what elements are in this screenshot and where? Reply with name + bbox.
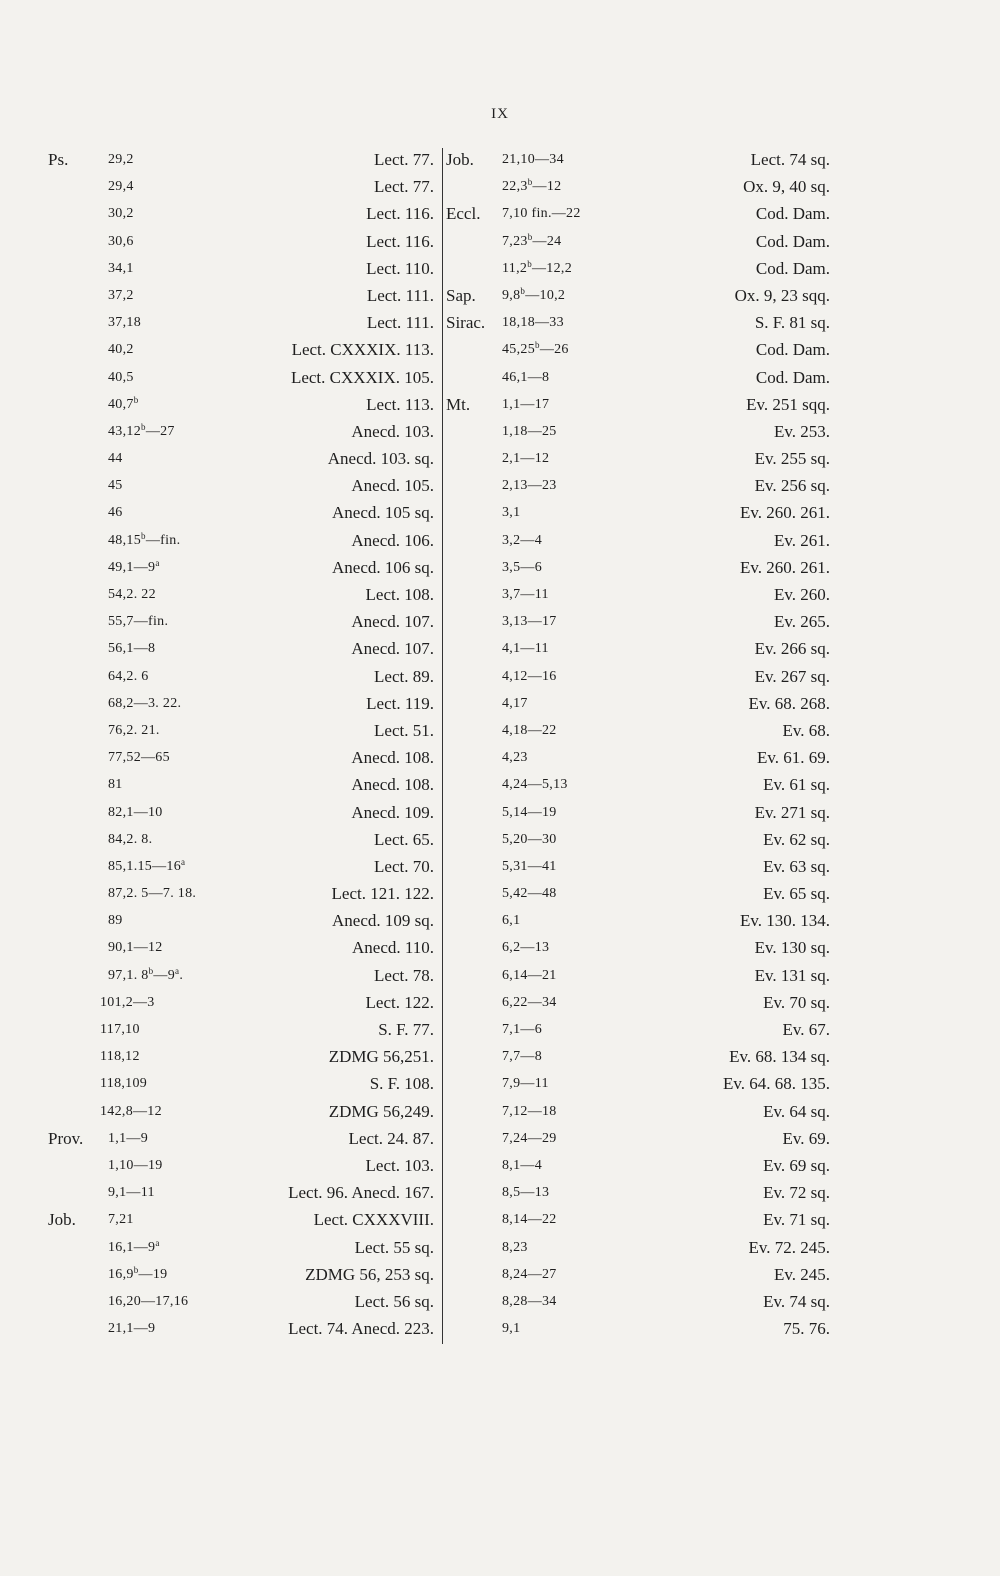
verse-reference: 81	[108, 777, 123, 793]
source-reference: Ev. 260. 261.	[739, 503, 830, 523]
source-reference: Ev. 72 sq.	[763, 1183, 830, 1203]
source-reference: Anecd. 108.	[351, 775, 434, 795]
index-entry	[442, 880, 830, 907]
page-number: IX	[491, 106, 509, 122]
verse-reference: 3,13—17	[502, 614, 557, 630]
source-reference: Lect. CXXXIX. 105.	[290, 367, 434, 387]
index-entry	[442, 1234, 830, 1261]
source-reference: Lect. 24. 87.	[348, 1128, 434, 1148]
verse-reference: 9,1—11	[108, 1185, 155, 1201]
source-reference: Ev. 267 sq.	[754, 666, 830, 686]
source-reference: S. F. 108.	[369, 1074, 434, 1094]
index-entry	[48, 445, 434, 472]
index-entry	[442, 554, 830, 581]
index-entry	[48, 1288, 434, 1315]
verse-reference: 142,8—12	[100, 1103, 162, 1119]
source-reference: Lect. 122.	[365, 992, 434, 1012]
verse-reference: 8,5—13	[502, 1185, 550, 1201]
source-reference: Ev. 69.	[782, 1128, 830, 1148]
source-reference: Cod. Dam.	[755, 231, 830, 251]
verse-reference: 44	[108, 451, 123, 467]
verse-reference: 40,2	[108, 342, 134, 358]
verse-reference: 45,25$^b$—26	[502, 340, 569, 358]
index-entry	[442, 690, 830, 717]
source-reference: Lect. 96. Anecd. 167.	[288, 1183, 434, 1203]
verse-reference: 1,18—25	[502, 423, 557, 439]
index-entry	[48, 1016, 434, 1043]
source-reference: Ev. 260.	[773, 585, 830, 604]
index-entry	[48, 663, 434, 690]
verse-reference: 54,2. 22	[108, 587, 156, 602]
source-reference: Ev. 67.	[782, 1020, 830, 1039]
verse-reference: 11,2$^b$—12,2	[502, 258, 572, 276]
source-reference: Lect. 77.	[374, 177, 434, 197]
source-reference: Ev. 261.	[773, 530, 830, 550]
source-reference: Lect. 116.	[366, 204, 434, 224]
verse-reference: 3,1	[502, 505, 521, 521]
verse-reference: 40,7$^b$	[108, 394, 139, 412]
verse-reference: 87,2. 5—7. 18.	[108, 886, 197, 902]
index-entry	[48, 336, 434, 363]
index-entry	[48, 1043, 434, 1070]
index-entry	[442, 1179, 830, 1206]
source-reference: Lect. 111.	[366, 313, 434, 333]
source-reference: Lect. CXXXIX. 113.	[291, 340, 434, 360]
source-reference: Ev. 256 sq.	[754, 476, 830, 496]
index-entry	[442, 255, 830, 282]
index-entry	[442, 336, 830, 363]
source-reference: Anecd. 108.	[351, 748, 434, 768]
verse-reference: 1,1—9	[108, 1130, 148, 1146]
verse-reference: 7,23$^b$—24	[502, 231, 562, 249]
index-entry	[48, 744, 434, 771]
index-entry	[48, 690, 434, 717]
index-entry	[442, 1206, 830, 1233]
source-reference: Lect. 119.	[366, 693, 434, 713]
index-entry	[48, 472, 434, 499]
verse-reference: 7,24—29	[502, 1130, 557, 1146]
verse-reference: 30,6	[108, 233, 134, 249]
source-reference: Ev. 68. 134 sq.	[729, 1047, 830, 1067]
book-name: Eccl.	[446, 204, 481, 224]
verse-reference: 34,1	[108, 260, 134, 276]
index-entry	[442, 744, 830, 771]
verse-reference: 5,42—48	[502, 886, 557, 902]
index-entry	[48, 200, 434, 227]
source-reference: Lect. 77.	[374, 150, 434, 169]
source-reference: Anecd. 106 sq.	[332, 557, 434, 577]
index-entry	[48, 364, 434, 391]
source-reference: Lect. 65.	[374, 829, 434, 849]
index-entry	[48, 1070, 434, 1097]
source-reference: Lect. 103.	[365, 1155, 434, 1175]
index-entry	[442, 1315, 830, 1342]
index-entry	[442, 391, 830, 418]
verse-reference: 5,14—19	[502, 804, 557, 820]
source-reference: Anecd. 105 sq.	[332, 503, 434, 523]
verse-reference: 2,13—23	[502, 478, 557, 494]
verse-reference: 29,2	[108, 152, 134, 167]
index-entry	[48, 1234, 434, 1261]
source-reference: Ev. 64. 68. 135.	[722, 1074, 830, 1094]
source-reference: Ev. 64 sq.	[763, 1101, 830, 1121]
index-entry	[48, 853, 434, 880]
index-entry	[442, 663, 830, 690]
index-entry	[442, 1098, 830, 1125]
verse-reference: 6,1	[502, 913, 521, 929]
index-entry	[442, 1070, 830, 1097]
verse-reference: 1,10—19	[108, 1157, 163, 1173]
source-reference: Ev. 70 sq.	[763, 992, 830, 1012]
source-reference: Ev. 130 sq.	[754, 938, 830, 958]
index-column-right	[442, 146, 830, 1342]
source-reference: Anecd. 110.	[352, 938, 434, 958]
source-reference: Ev. 245.	[773, 1264, 830, 1284]
verse-reference: 68,2—3. 22.	[108, 695, 182, 711]
verse-reference: 118,12	[100, 1049, 140, 1065]
index-entry	[442, 771, 830, 798]
index-entry	[442, 608, 830, 635]
index-entry	[48, 146, 434, 173]
index-entry	[48, 527, 434, 554]
verse-reference: 85,1.15—16$^a$	[108, 856, 186, 874]
verse-reference: 4,23	[502, 750, 528, 766]
verse-reference: 2,1—12	[502, 451, 550, 467]
index-entry	[442, 228, 830, 255]
index-entry	[48, 1098, 434, 1125]
index-entry	[48, 309, 434, 336]
source-reference: Ev. 253.	[773, 421, 830, 441]
index-entry	[442, 799, 830, 826]
source-reference: Lect. 116.	[366, 231, 434, 251]
verse-reference: 40,5	[108, 369, 134, 385]
source-reference: Ev. 72. 245.	[748, 1237, 830, 1257]
source-reference: Ev. 63 sq.	[763, 856, 830, 876]
index-entry	[442, 200, 830, 227]
verse-reference: 101,2—3	[100, 994, 155, 1010]
verse-reference: 8,1—4	[502, 1157, 542, 1173]
verse-reference: 118,109	[100, 1076, 148, 1092]
index-entry	[48, 907, 434, 934]
verse-reference: 7,21	[108, 1212, 134, 1228]
source-reference: Lect. 121. 122.	[331, 884, 434, 904]
index-entry	[48, 255, 434, 282]
source-reference: Ev. 61 sq.	[763, 775, 830, 795]
source-reference: Ev. 69 sq.	[763, 1155, 830, 1175]
verse-reference: 56,1—8	[108, 641, 156, 657]
verse-reference: 7,7—8	[502, 1049, 542, 1065]
verse-reference: 117,10	[100, 1022, 140, 1037]
verse-reference: 7,10 fin.—22	[502, 206, 581, 222]
source-reference: Cod. Dam.	[755, 204, 830, 224]
verse-reference: 21,10—34	[502, 152, 564, 167]
source-reference: Ev. 71 sq.	[763, 1210, 830, 1230]
verse-reference: 16,20—17,16	[108, 1293, 189, 1309]
verse-reference: 22,3$^b$—12	[502, 177, 562, 195]
index-entry	[48, 554, 434, 581]
book-name: Job.	[48, 1210, 76, 1230]
verse-reference: 29,4	[108, 179, 134, 195]
source-reference: Anecd. 106.	[351, 530, 434, 550]
book-name: Mt.	[446, 394, 471, 414]
verse-reference: 7,1—6	[502, 1022, 542, 1037]
index-entry	[48, 499, 434, 526]
index-entry	[48, 771, 434, 798]
book-name: Prov.	[48, 1128, 84, 1148]
verse-reference: 43,12$^b$—27	[108, 421, 175, 439]
verse-reference: 82,1—10	[108, 804, 163, 820]
source-reference: Anecd. 109 sq.	[332, 911, 434, 931]
source-reference: Lect. 111.	[366, 285, 434, 305]
verse-reference: 77,52—65	[108, 750, 170, 766]
index-entry	[442, 173, 830, 200]
verse-reference: 8,24—27	[502, 1266, 557, 1282]
verse-reference: 84,2. 8.	[108, 831, 153, 847]
source-reference: Ev. 68. 268.	[748, 693, 830, 713]
index-entry	[48, 418, 434, 445]
verse-reference: 6,2—13	[502, 940, 550, 956]
source-reference: ZDMG 56,251.	[328, 1047, 434, 1067]
verse-reference: 49,1—9$^a$	[108, 557, 160, 575]
index-entry	[442, 445, 830, 472]
index-entry	[48, 581, 434, 608]
verse-reference: 16,9$^b$—19	[108, 1264, 168, 1282]
book-name: Job.	[446, 150, 474, 169]
source-reference: Ev. 266 sq.	[754, 639, 830, 659]
verse-reference: 45	[108, 478, 123, 494]
verse-reference: 89	[108, 913, 123, 929]
index-entry	[442, 472, 830, 499]
index-entry	[48, 717, 434, 744]
verse-reference: 97,1. 8$^b$—9$^a$.	[108, 965, 184, 983]
index-entry	[48, 635, 434, 662]
verse-reference: 90,1—12	[108, 940, 163, 956]
verse-reference: 9,1	[502, 1321, 521, 1337]
source-reference: Cod. Dam.	[755, 367, 830, 387]
verse-reference: 3,5—6	[502, 559, 542, 575]
source-reference: Cod. Dam.	[755, 258, 830, 278]
index-entry	[442, 853, 830, 880]
verse-reference: 5,20—30	[502, 831, 557, 847]
index-entry	[48, 282, 434, 309]
index-entry	[442, 826, 830, 853]
verse-reference: 8,28—34	[502, 1293, 557, 1309]
verse-reference: 6,14—21	[502, 967, 557, 983]
source-reference: Lect. 74. Anecd. 223.	[288, 1319, 434, 1339]
source-reference: Cod. Dam.	[755, 340, 830, 360]
source-reference: Lect. 56 sq.	[354, 1291, 434, 1311]
index-entry	[48, 1315, 434, 1342]
verse-reference: 9,8$^b$—10,2	[502, 285, 566, 303]
index-entry	[48, 799, 434, 826]
index-entry	[48, 391, 434, 418]
index-entry	[442, 1016, 830, 1043]
source-reference: Lect. 55 sq.	[354, 1237, 434, 1257]
index-entry	[442, 989, 830, 1016]
verse-reference: 4,1—11	[502, 641, 549, 657]
book-name: Ps.	[48, 150, 69, 169]
index-entry	[442, 717, 830, 744]
index-column-left	[48, 146, 434, 1342]
verse-reference: 21,1—9	[108, 1321, 156, 1337]
source-reference: Lect. 108.	[365, 585, 434, 604]
source-reference: Ev. 68.	[782, 720, 830, 740]
verse-reference: 8,14—22	[502, 1212, 557, 1228]
verse-reference: 7,12—18	[502, 1103, 557, 1119]
source-reference: Ev. 130. 134.	[739, 911, 830, 931]
verse-reference: 55,7—fin.	[108, 614, 169, 630]
index-entry	[442, 1288, 830, 1315]
source-reference: Ox. 9, 40 sq.	[743, 177, 830, 197]
index-entry	[442, 1125, 830, 1152]
source-reference: Ev. 131 sq.	[754, 965, 830, 985]
source-reference: Anecd. 103. sq.	[327, 449, 434, 469]
index-entry	[48, 1152, 434, 1179]
verse-reference: 8,23	[502, 1239, 528, 1255]
source-reference: Lect. 74 sq.	[750, 150, 830, 169]
verse-reference: 4,17	[502, 695, 528, 711]
book-name: Sap.	[446, 285, 476, 305]
source-reference: Anecd. 103.	[351, 421, 434, 441]
source-reference: 75. 76.	[783, 1319, 830, 1339]
index-entry	[48, 608, 434, 635]
index-entry	[442, 962, 830, 989]
index-entry	[48, 989, 434, 1016]
index-entry	[442, 1043, 830, 1070]
verse-reference: 37,2	[108, 287, 134, 303]
source-reference: Lect. CXXXVIII.	[313, 1210, 434, 1230]
source-reference: Ev. 271 sq.	[754, 802, 830, 822]
verse-reference: 3,2—4	[502, 532, 542, 548]
source-reference: Lect. 78.	[374, 965, 434, 985]
verse-reference: 18,18—33	[502, 315, 564, 331]
verse-reference: 76,2. 21.	[108, 722, 160, 738]
index-entry	[442, 907, 830, 934]
index-entry	[442, 418, 830, 445]
index-entry	[48, 934, 434, 961]
source-reference: Anecd. 107.	[351, 639, 434, 659]
source-reference: ZDMG 56,249.	[328, 1101, 434, 1121]
verse-reference: 46,1—8	[502, 369, 550, 385]
source-reference: Ox. 9, 23 sqq.	[734, 285, 830, 305]
verse-reference: 4,12—16	[502, 668, 557, 684]
verse-reference: 48,15$^b$—fin.	[108, 530, 181, 548]
source-reference: S. F. 81 sq.	[754, 313, 830, 333]
book-name: Sirac.	[446, 313, 486, 333]
verse-reference: 37,18	[108, 315, 141, 331]
index-entry	[442, 282, 830, 309]
index-entry	[48, 1206, 434, 1233]
index-entry	[442, 635, 830, 662]
source-reference: Lect. 70.	[374, 856, 434, 876]
verse-reference: 3,7—11	[502, 587, 549, 602]
source-reference: Anecd. 109.	[351, 802, 434, 822]
index-entry	[48, 880, 434, 907]
index-entry	[442, 309, 830, 336]
source-reference: Ev. 62 sq.	[763, 829, 830, 849]
source-reference: ZDMG 56, 253 sq.	[305, 1264, 434, 1284]
index-entry	[442, 499, 830, 526]
verse-reference: 46	[108, 505, 123, 521]
index-entry	[442, 1152, 830, 1179]
verse-reference: 16,1—9$^a$	[108, 1237, 160, 1255]
verse-reference: 7,9—11	[502, 1076, 549, 1092]
source-reference: Ev. 61. 69.	[756, 748, 830, 768]
source-reference: Lect. 51.	[374, 720, 434, 740]
verse-reference: 4,24—5,13	[502, 777, 568, 793]
index-entry	[48, 962, 434, 989]
index-entry	[442, 146, 830, 173]
source-reference: S. F. 77.	[378, 1020, 434, 1039]
verse-reference: 64,2. 6	[108, 668, 149, 684]
index-entry	[442, 934, 830, 961]
source-reference: Ev. 74 sq.	[763, 1291, 830, 1311]
source-reference: Anecd. 105.	[351, 476, 434, 496]
verse-reference: 4,18—22	[502, 722, 557, 738]
index-entry	[48, 1261, 434, 1288]
index-entry	[48, 1125, 434, 1152]
source-reference: Ev. 260. 261.	[739, 557, 830, 577]
source-reference: Lect. 113.	[366, 394, 434, 414]
source-reference: Ev. 251 sqq.	[746, 394, 830, 414]
index-entry	[442, 1261, 830, 1288]
index-entry	[442, 364, 830, 391]
index-entry	[442, 581, 830, 608]
source-reference: Ev. 65 sq.	[763, 884, 830, 904]
index-entry	[48, 1179, 434, 1206]
index-entry	[442, 527, 830, 554]
source-reference: Ev. 265.	[773, 612, 830, 632]
source-reference: Lect. 110.	[366, 258, 434, 278]
index-entry	[48, 826, 434, 853]
index-entry	[48, 173, 434, 200]
verse-reference: 6,22—34	[502, 994, 557, 1010]
verse-reference: 5,31—41	[502, 858, 557, 874]
verse-reference: 1,1—17	[502, 396, 550, 412]
source-reference: Lect. 89.	[374, 666, 434, 686]
source-reference: Ev. 255 sq.	[754, 449, 830, 469]
verse-reference: 30,2	[108, 206, 134, 222]
index-entry	[48, 228, 434, 255]
source-reference: Anecd. 107.	[351, 612, 434, 632]
